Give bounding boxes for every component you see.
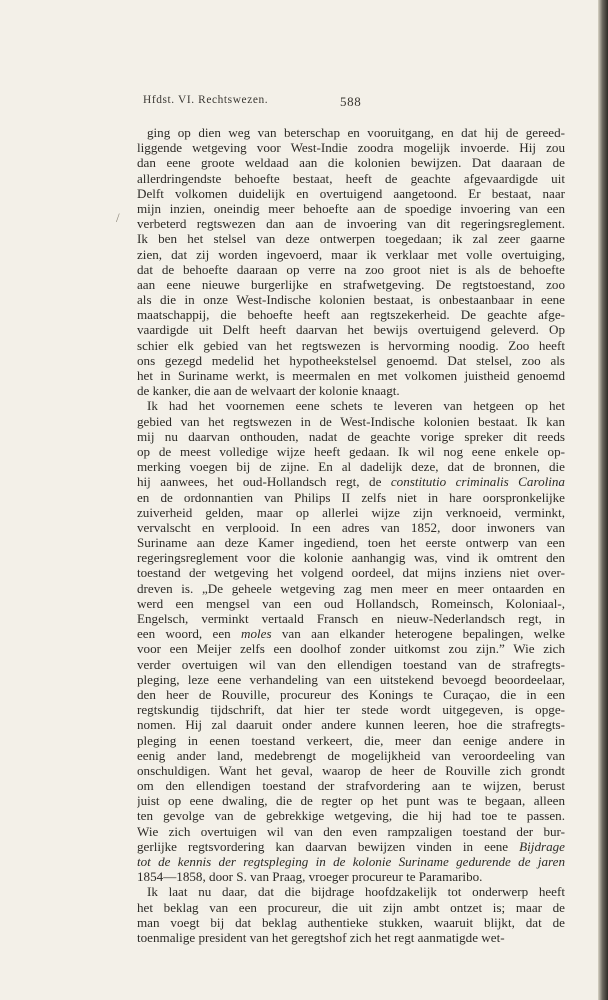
- text-line: onschuldigen. Want het geval, waarop de heer de Rouville zich grondt: [137, 762, 565, 778]
- text-line: het in Suriname werkt, is meermalen en met volkomen juistheid genoemd: [137, 368, 565, 383]
- text-line: als die in onze West-Indische kolonien bestaat, is onbestaanbaar in eene: [137, 292, 565, 308]
- text-line: ten gevolge van de gebrekkige wetgeving, die hij had toe te passen.: [137, 808, 565, 824]
- text-line: juist op eene dwaling, die de regter op het punt was te begaan, alleen: [137, 793, 565, 809]
- text-line: Wie zich overtuigen wil van den even rampzaligen toestand der bur-: [137, 823, 565, 839]
- text-line: Delft volkomen duidelijk en overtuigend aangetoond. Er bestaat, naar: [137, 185, 565, 201]
- text-line: pleging, leze eene verhandeling van een uitstekend bevoegd beoordeelaar,: [137, 671, 565, 687]
- text-line: Ik laat nu daar, dat die bijdrage hoofdzakelijk tot onderwerp heeft: [147, 884, 565, 900]
- text-line: ging op dien weg van beterschap en vooruitgang, en dat hij de gereed-: [147, 125, 565, 140]
- text-line: zuiverheid gelden, maar op allerlei wijze zijn verknoeid, verminkt,: [137, 504, 565, 520]
- text-line: dat de behoefte daaraan op verre na zoo groot niet is als de behoefte: [137, 261, 565, 277]
- text-line: toenmalige president van het geregtshof zich het regt aanmatigde wet-: [137, 929, 505, 945]
- text-line: den heer de Rouville, procureur des Konings te Curaçao, die in een: [137, 686, 565, 702]
- text-line: voor een Meijer zelfs een doolhof zonder uitkomst zou zijn.” Wie zich: [137, 641, 565, 657]
- text-line: nomen. Hij zal daaruit onder andere kunnen leeren, hoe die strafregts-: [137, 717, 565, 733]
- margin-pencil-mark: /: [116, 210, 120, 225]
- text-line: toestand der wetgeving het volgend oordeel, dat mijns inziens niet over-: [137, 565, 565, 581]
- text-line: man voegt bij dat beklag authentieke stukken, waaruit blijkt, dat de: [137, 914, 565, 930]
- text-line: dreven is. „De geheele wetgeving zag men meer en meer ontaarden en: [137, 580, 565, 596]
- book-spine-edge: [598, 0, 608, 1000]
- text-line: dan eene groote weldaad aan die kolonien bewijzen. Dat daaraan de: [137, 155, 565, 171]
- text-line: hij aanwees, het oud-Hollandsch regt, de constitutio criminalis Carolina: [137, 474, 565, 490]
- text-line: gebied van het regtswezen in de West-Indische kolonien bestaat. Ik kan: [137, 413, 565, 429]
- text-line: merking voegen bij de zijne. En al dadelijk deze, dat de bronnen, die: [137, 459, 565, 475]
- text-line: Ik ben het stelsel van deze ontwerpen toegedaan; ik zal zeer gaarne: [137, 231, 565, 247]
- text-line: maatschappij, die behoefte heeft aan regtszekerheid. De geachte afge-: [137, 307, 565, 323]
- body-text: [137, 125, 565, 945]
- text-line: verder overtuigen wil van den ellendigen toestand van de strafregts-: [137, 656, 565, 672]
- text-line: regeringsreglement voor die kolonie aanhangig was, vind ik omtrent den: [137, 550, 565, 566]
- text-line: Ik had het voornemen eene schets te leveren van hetgeen op het: [147, 398, 565, 414]
- text-line: zien, dat zij worden ingevoerd, maar ik verklaar met volle overtuiging,: [137, 246, 565, 262]
- text-line: ons gezegd medelid het hypotheekstelsel genoemd. Dat stelsel, zoo als: [137, 352, 565, 368]
- text-line: en de ordonnantien van Philips II zelfs niet in hare oorspronkelijke: [137, 489, 565, 505]
- text-line: de kanker, die aan de welvaart der kolonie knaagt.: [137, 383, 400, 399]
- text-line: pleging in eenen toestand verkeert, die, meer dan eenige andere in: [137, 732, 565, 748]
- text-line: het beklag van een procureur, die uit zijn ambt ontzet is; maar de: [137, 899, 565, 915]
- text-line: om den ellendigen toestand der strafvordering aan te wijzen, berust: [137, 778, 565, 794]
- text-line: liggende wetgeving voor West-Indie zoodra mogelijk invoerde. Hij zou: [137, 140, 565, 156]
- text-line: eenig ander land, medebrengt de mogelijkheid van veroordeeling van: [137, 747, 565, 763]
- text-line: verbeterd regtswezen dan aan de invoering van dit regeringsreglement.: [137, 216, 565, 232]
- text-line: vaardigde uit Delft heeft daarvan het bewijs overtuigend geleverd. Op: [137, 322, 565, 338]
- text-line: vervalscht en verplooid. In een adres van 1852, door inwoners van: [137, 519, 565, 535]
- text-line: werd een mengsel van een oud Hollandsch, Romeinsch, Koloniaal-,: [137, 595, 565, 611]
- running-head: Hfdst. VI. Rechtswezen.: [143, 94, 269, 106]
- text-line: schier elk gebied van het regtswezen is hervorming noodig. Zoo heeft: [137, 337, 565, 353]
- text-line: Suriname aan deze Kamer ingediend, toen het eerste ontwerp van een: [137, 535, 565, 551]
- text-line: allerdringendste behoefte bestaat, heeft de geachte afgevaardigde uit: [137, 170, 565, 186]
- page-number: 588: [340, 94, 362, 109]
- text-line: op de meest volledige wijze heeft gedaan. Ik wil nog eene enkele op-: [137, 443, 565, 459]
- text-line: tot de kennis der regtspleging in de kolonie Suriname gedurende de jaren: [137, 854, 565, 869]
- text-line: 1854—1858, door S. van Praag, vroeger procureur te Paramaribo.: [137, 869, 483, 885]
- text-line: aan eene nieuwe burgerlijke en strafwetgeving. De regtstoestand, zoo: [137, 276, 565, 292]
- text-line: een woord, een moles van aan elkander heterogene bepalingen, welke: [137, 626, 565, 642]
- text-line: Engelsch, verminkt vertaald Fransch en nieuw-Nederlandsch regt, in: [137, 611, 565, 626]
- text-line: mijn inzien, oneindig meer behoefte aan de spoedige invoering van een: [137, 200, 565, 216]
- text-line: regtskundig tijdschrift, dat hier ter stede wordt uitgegeven, is opge-: [137, 702, 565, 718]
- text-line: gerlijke regtsvordering kan daarvan bewijzen vinden in eene Bijdrage: [137, 838, 565, 854]
- text-line: mij nu daarvan onthouden, nadat de geachte vorige spreker dit reeds: [137, 428, 565, 444]
